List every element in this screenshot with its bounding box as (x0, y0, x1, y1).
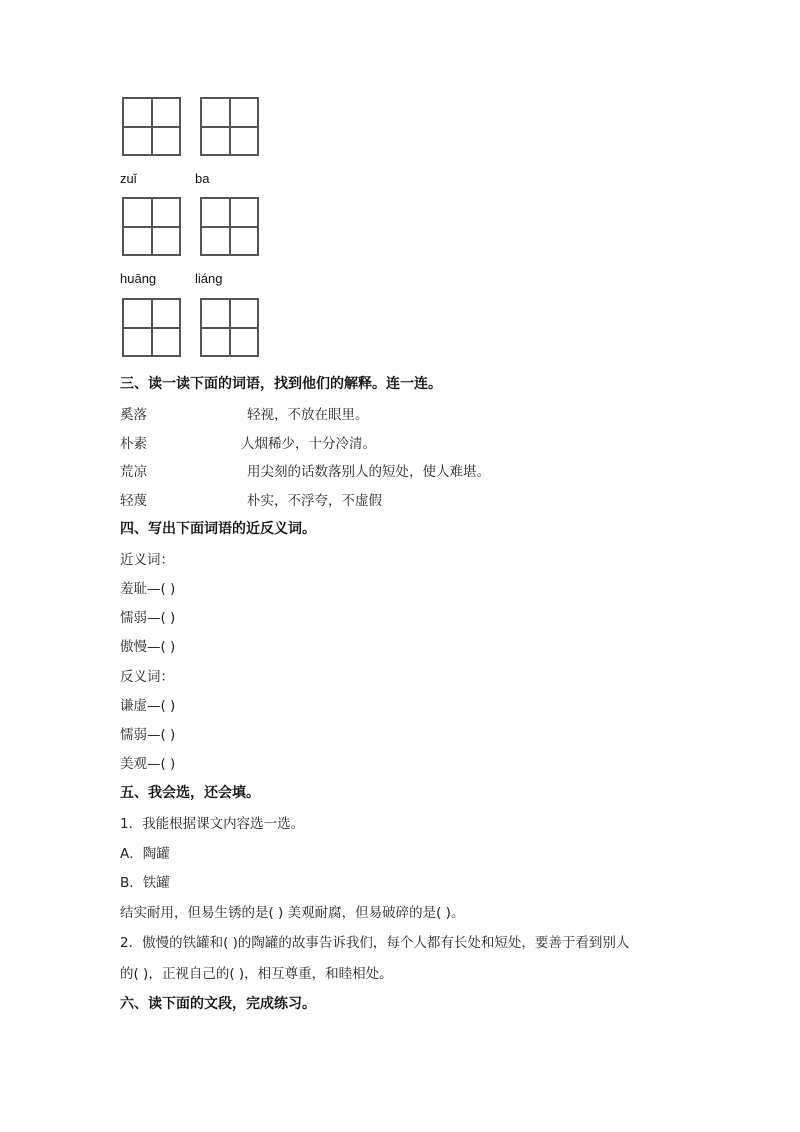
matching-word[interactable]: 荒凉 (120, 464, 147, 480)
section-6-title: 六、读下面的文段，完成练习。 (120, 996, 316, 1012)
option-b[interactable]: B．铁罐 (120, 875, 170, 891)
matching-word[interactable]: 轻蔑 (120, 493, 147, 509)
section-3-title: 三、读一读下面的词语，找到他们的解释。连一连。 (120, 376, 442, 392)
matching-definition[interactable]: 轻视，不放在眼里。 (247, 407, 369, 423)
question-1: 1．我能根据课文内容选一选。 (120, 816, 305, 832)
option-a[interactable]: A．陶罐 (120, 846, 170, 862)
antonym-item[interactable]: 美观—( ) (120, 756, 176, 772)
pinyin-label: liáng (195, 271, 223, 286)
matching-word[interactable]: 朴素 (120, 436, 147, 452)
matching-word[interactable]: 奚落 (120, 407, 147, 423)
antonym-item[interactable]: 谦虚—( ) (120, 698, 176, 714)
question-1-blanks[interactable]: 结实耐用，但易生锈的是( ) 美观耐腐，但易破碎的是( )。 (120, 905, 465, 921)
antonym-label: 反义词： (120, 669, 174, 685)
synonym-item[interactable]: 傲慢—( ) (120, 639, 176, 655)
matching-definition[interactable]: 用尖刻的话数落别人的短处，使人难堪。 (247, 464, 490, 480)
synonym-item[interactable]: 懦弱—( ) (120, 610, 176, 626)
writing-grid-box[interactable] (200, 298, 259, 357)
pinyin-label: huāng (120, 271, 157, 286)
synonym-label: 近义词： (120, 552, 174, 568)
section-4-title: 四、写出下面词语的近反义词。 (120, 521, 316, 537)
pinyin-label: ba (195, 171, 210, 186)
antonym-item[interactable]: 懦弱—( ) (120, 727, 176, 743)
writing-grid-box[interactable] (122, 197, 181, 256)
writing-grid-box[interactable] (200, 197, 259, 256)
writing-grid-box[interactable] (122, 97, 181, 156)
matching-definition[interactable]: 人烟稀少，十分冷清。 (241, 436, 376, 452)
synonym-item[interactable]: 羞耻—( ) (120, 581, 176, 597)
section-5-title: 五、我会选，还会填。 (120, 785, 260, 801)
question-2-line-1[interactable]: 2．傲慢的铁罐和( )的陶罐的故事告诉我们，每个人都有长处和短处，要善于看到别人 (120, 935, 630, 951)
writing-grid-box[interactable] (200, 97, 259, 156)
matching-definition[interactable]: 朴实，不浮夸，不虚假 (247, 493, 382, 509)
question-2-line-2[interactable]: 的( )，正视自己的( )，相互尊重，和睦相处。 (120, 966, 393, 982)
pinyin-label: zuǐ (120, 171, 137, 186)
writing-grid-box[interactable] (122, 298, 181, 357)
